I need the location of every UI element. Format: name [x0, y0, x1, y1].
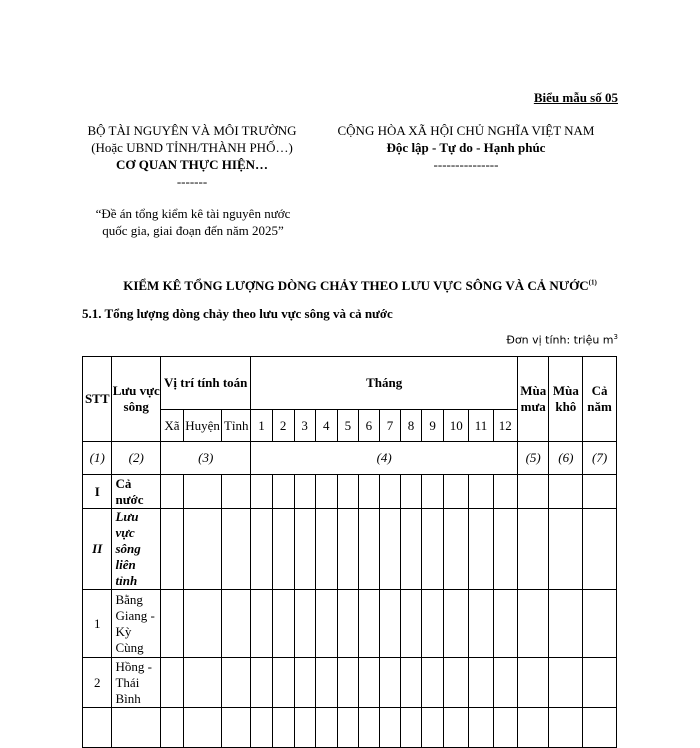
index-2: (2): [112, 442, 160, 475]
header-month-3: 3: [294, 410, 315, 442]
header-month-11: 11: [469, 410, 493, 442]
document-title: [60, 278, 660, 294]
agency-name: CƠ QUAN THỰC HIỆN…: [115, 157, 269, 172]
table-row: [83, 475, 617, 509]
alt-authority: (Hoặc UBND TỈNH/THÀNH PHỐ…): [91, 140, 293, 155]
header-month-9: 9: [422, 410, 444, 442]
title-footnote-mark: (1): [588, 278, 597, 287]
row-basin-name: Bằng Giang - Kỳ Cùng: [112, 590, 160, 658]
header-month-2: 2: [272, 410, 294, 442]
header-dry-season: Mùa khô: [549, 357, 583, 442]
inventory-table: [82, 356, 617, 748]
row-stt: II: [83, 509, 112, 590]
index-6: (6): [549, 442, 583, 475]
header-full-year: Cả năm: [583, 357, 617, 442]
unit-label: [506, 333, 618, 347]
ministry-name: BỘ TÀI NGUYÊN VÀ MÔI TRƯỜNG: [87, 123, 297, 138]
row-basin-name: Hồng - Thái Bình: [112, 658, 160, 708]
section-title: 5.1. Tổng lượng dòng chảy theo lưu vực sông và cả nước: [82, 306, 393, 321]
header-month-8: 8: [401, 410, 422, 442]
index-4: (4): [251, 442, 517, 475]
header-district: Huyện: [184, 410, 222, 442]
header-month-12: 12: [493, 410, 517, 442]
index-5: (5): [517, 442, 549, 475]
row-stt: I: [83, 475, 112, 509]
index-3: (3): [160, 442, 251, 475]
unit-text: Đơn vị tính: triệu m: [506, 333, 614, 347]
header-province: Tỉnh: [221, 410, 250, 442]
header-wet-season: Mùa mưa: [517, 357, 549, 442]
header-month-10: 10: [444, 410, 469, 442]
national-header: [316, 122, 616, 173]
header-month-6: 6: [358, 410, 379, 442]
unit-superscript: 3: [613, 333, 618, 341]
header-basin: Lưu vực sông: [112, 357, 160, 442]
index-7: (7): [583, 442, 617, 475]
table-row: [83, 590, 617, 658]
header-month-4: 4: [315, 410, 337, 442]
row-basin-name: Lưu vực sông liên tỉnh: [112, 509, 160, 590]
header-month-5: 5: [337, 410, 358, 442]
country-name: CỘNG HÒA XÃ HỘI CHỦ NGHĨA VIỆT NAM: [337, 123, 595, 138]
form-number: Biểu mẫu số 05: [533, 90, 618, 105]
left-divider: -------: [176, 174, 208, 189]
header-month-1: 1: [251, 410, 272, 442]
row-basin-name: Cả nước: [112, 475, 160, 509]
national-motto: Độc lập - Tự do - Hạnh phúc: [386, 140, 546, 155]
table-row: [83, 658, 617, 708]
header-commune: Xã: [160, 410, 183, 442]
project-line-2: quốc gia, giai đoạn đến năm 2025”: [102, 223, 284, 238]
row-stt: 2: [83, 658, 112, 708]
table-row: [83, 509, 617, 590]
issuing-authority: [66, 122, 318, 190]
right-divider: ---------------: [433, 157, 499, 172]
header-month: Tháng: [251, 357, 517, 410]
project-line-1: “Đề án tổng kiểm kê tài nguyên nước: [95, 206, 291, 221]
row-stt: 1: [83, 590, 112, 658]
header-stt: STT: [83, 357, 112, 442]
project-name: [70, 205, 316, 239]
header-location: Vị trí tính toán: [160, 357, 251, 410]
table-row: [83, 708, 617, 748]
index-1: (1): [83, 442, 112, 475]
header-month-7: 7: [379, 410, 400, 442]
title-text: KIỂM KÊ TỔNG LƯỢNG DÒNG CHẢY THEO LƯU VỰC SÔNG VÀ CẢ NƯỚC: [123, 278, 589, 293]
